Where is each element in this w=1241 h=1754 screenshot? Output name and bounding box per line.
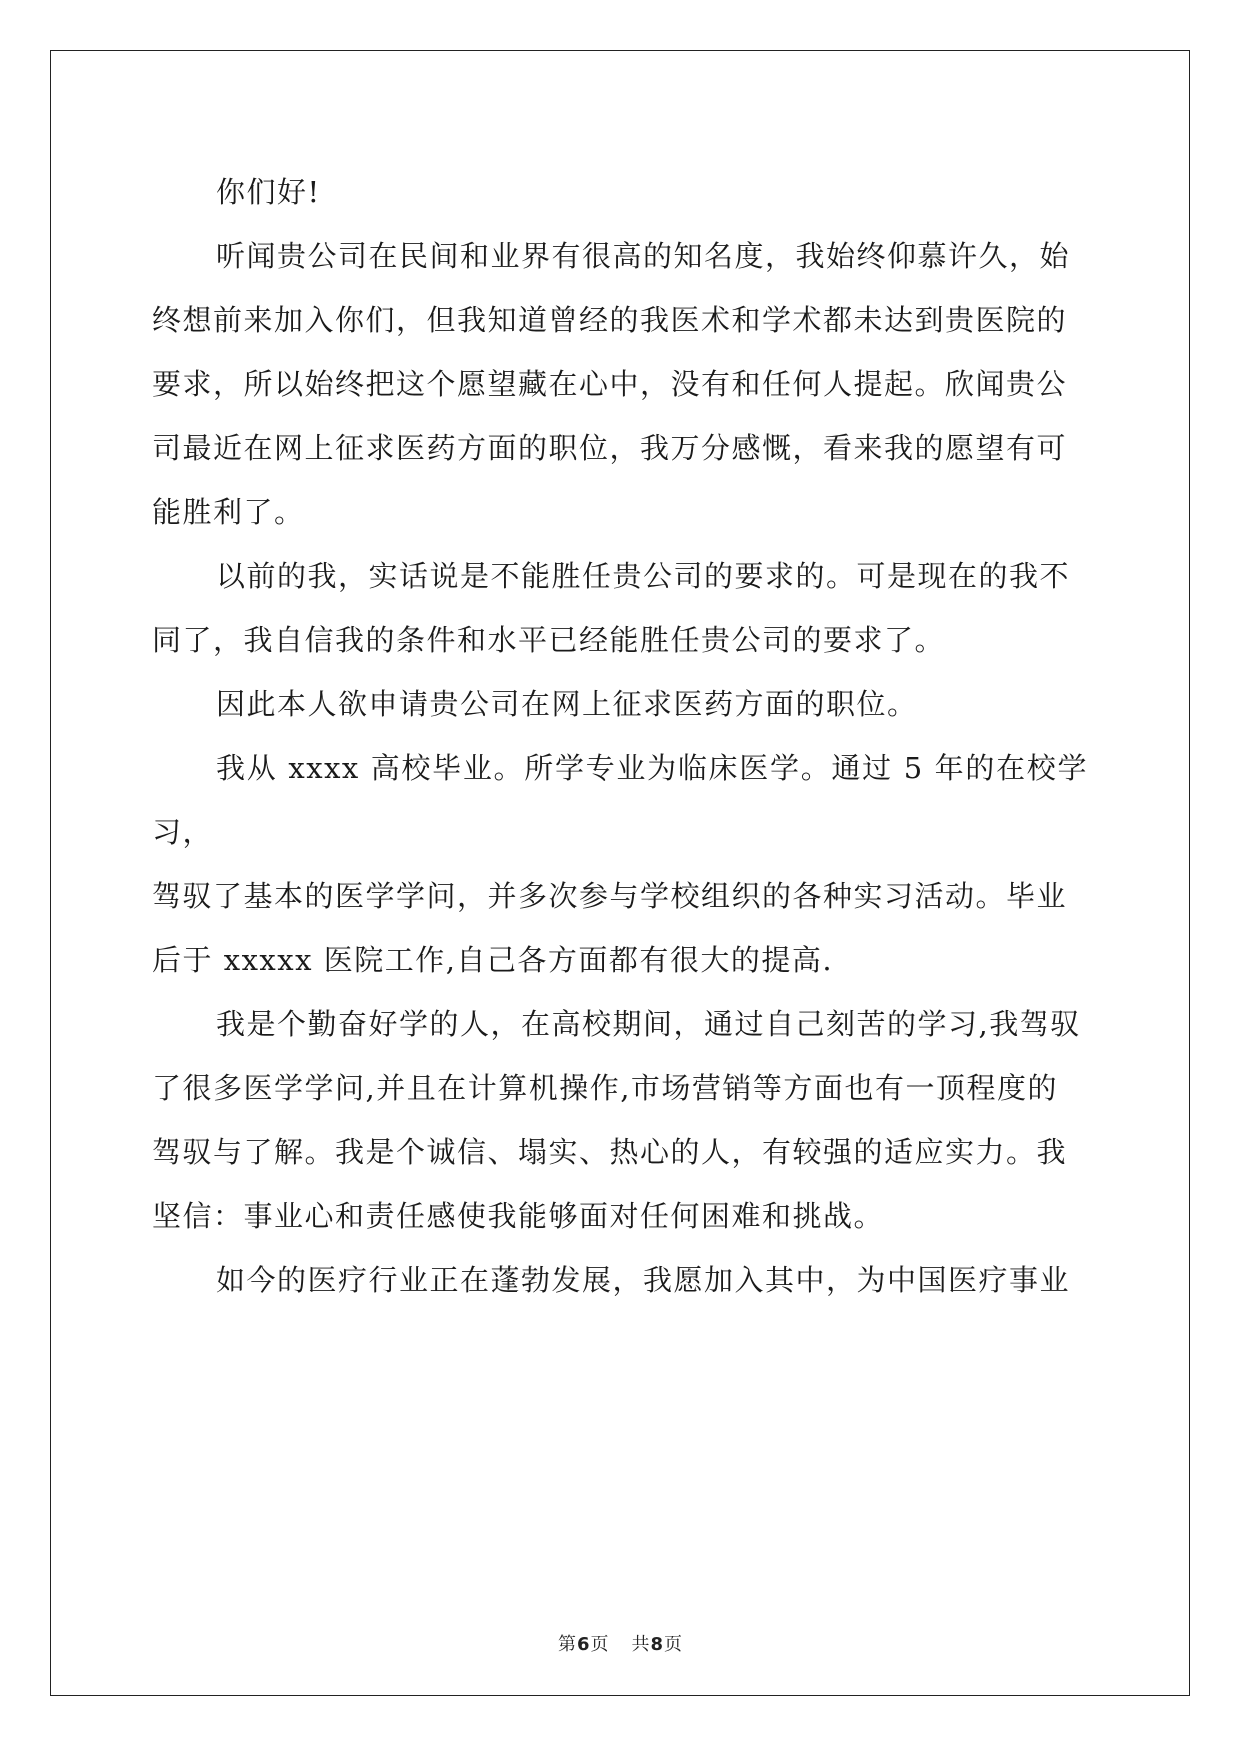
page-footer [0,1630,1241,1656]
paragraph-4: 我从 xxxx 高校毕业。所学专业为临床医学。通过 5 年的在校学习， 驾驭了基本的医学学问，并多次参与学校组织的各种实习活动。毕业 后于 xxxxx 医院工作,自己各方面都有很大的提高. [152,751,1088,977]
total-prefix: 共 [631,1634,651,1655]
page-prefix: 第 [557,1634,577,1655]
paragraph-greeting: 你们好! [216,175,321,209]
total-pages: 8 [650,1634,665,1655]
total-suffix: 页 [664,1634,684,1655]
letter-body [152,160,1088,1312]
paragraph-2: 以前的我，实话说是不能胜任贵公司的要求的。可是现在的我不 同了，我自信我的条件和水平已经能胜任贵公司的要求了。 [152,559,1071,657]
paragraph-1: 听闻贵公司在民间和业界有很高的知名度，我始终仰慕许久，始 终想前来加入你们，但我知道曾经的我医术和学术都未达到贵医院的 要求，所以始终把这个愿望藏在心中，没有和任何人提起。欣闻贵公 司最近在网上征求医药方面的职位，我万分感慨，看来我的愿望有可 能胜利了。 [152,239,1071,529]
paragraph-6: 如今的医疗行业正在蓬勃发展，我愿加入其中，为中国医疗事业 [216,1263,1071,1297]
paragraph-5: 我是个勤奋好学的人，在高校期间，通过自己刻苦的学习,我驾驭 了很多医学学问,并且在计算机操作,市场营销等方面也有一顶程度的 驾驭与了解。我是个诚信、塌实、热心的人，有较强的适应实力。我 坚信：事业心和责任感使我能够面对任何困难和挑战。 [152,1007,1081,1233]
page-suffix: 页 [590,1634,610,1655]
page-number: 6 [576,1634,591,1655]
paragraph-3: 因此本人欲申请贵公司在网上征求医药方面的职位。 [216,687,918,721]
